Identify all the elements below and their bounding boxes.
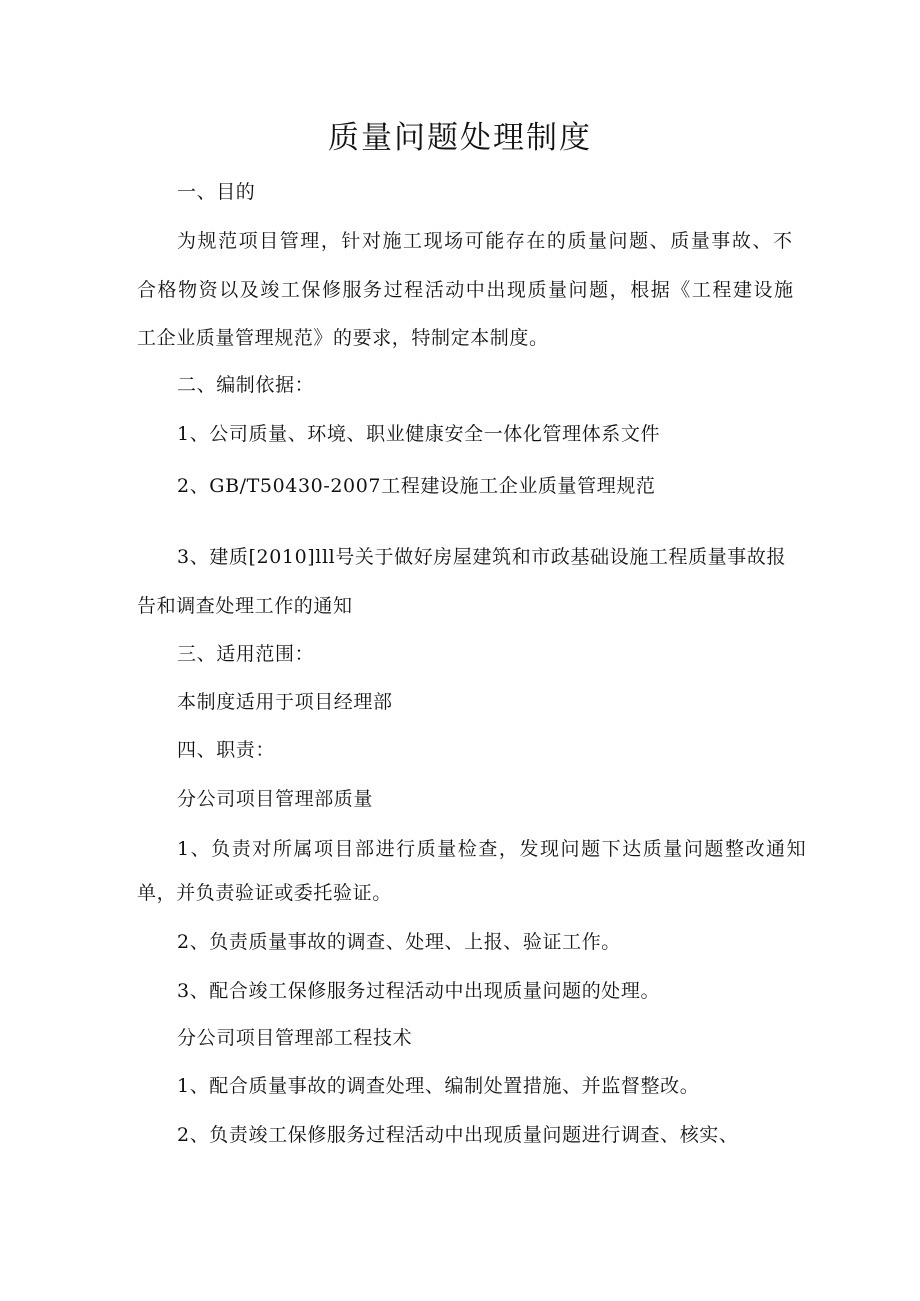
- list-item-continuation: 告和调查处理工作的通知: [137, 595, 353, 617]
- list-item-continuation: 单，并负责验证或委托验证。: [137, 882, 392, 904]
- list-item: 1、公司质量、环境、职业健康安全一体化管理体系文件: [177, 423, 661, 445]
- list-item: 1、配合质量事故的调查处理、编制处置措施、并监督整改。: [177, 1075, 700, 1097]
- section-heading-basis: 二、编制依据：: [177, 374, 315, 396]
- list-item: 2、GB/T50430-2007工程建设施工企业质量管理规范: [177, 475, 656, 497]
- paragraph-line: 合格物资以及竣工保修服务过程活动中出现质量问题，根据《工程建设施: [137, 279, 795, 301]
- list-item: 3、建质[2010]lll号关于做好房屋建筑和市政基础设施工程质量事故报: [177, 546, 787, 568]
- section-heading-purpose: 一、目的: [177, 181, 256, 203]
- subsection-heading: 分公司项目管理部工程技术: [177, 1027, 413, 1049]
- paragraph-line: 工企业质量管理规范》的要求，特制定本制度。: [137, 327, 549, 349]
- subsection-heading: 分公司项目管理部质量: [177, 788, 374, 810]
- section-heading-responsibilities: 四、职责：: [177, 739, 276, 761]
- list-item: 1、负责对所属项目部进行质量检查，发现问题下达质量问题整改通知: [177, 838, 808, 860]
- document-title: 质量问题处理制度: [328, 120, 592, 156]
- list-item: 2、负责质量事故的调查、处理、上报、验证工作。: [177, 931, 621, 953]
- list-item: 3、配合竣工保修服务过程活动中出现质量问题的处理。: [177, 980, 661, 1002]
- section-heading-scope: 三、适用范围：: [177, 643, 315, 665]
- paragraph-line: 为规范项目管理，针对施工现场可能存在的质量问题、质量事故、不: [177, 230, 794, 252]
- list-item: 2、负责竣工保修服务过程活动中出现质量问题进行调查、核实、: [177, 1124, 739, 1146]
- paragraph-line: 本制度适用于项目经理部: [177, 691, 393, 713]
